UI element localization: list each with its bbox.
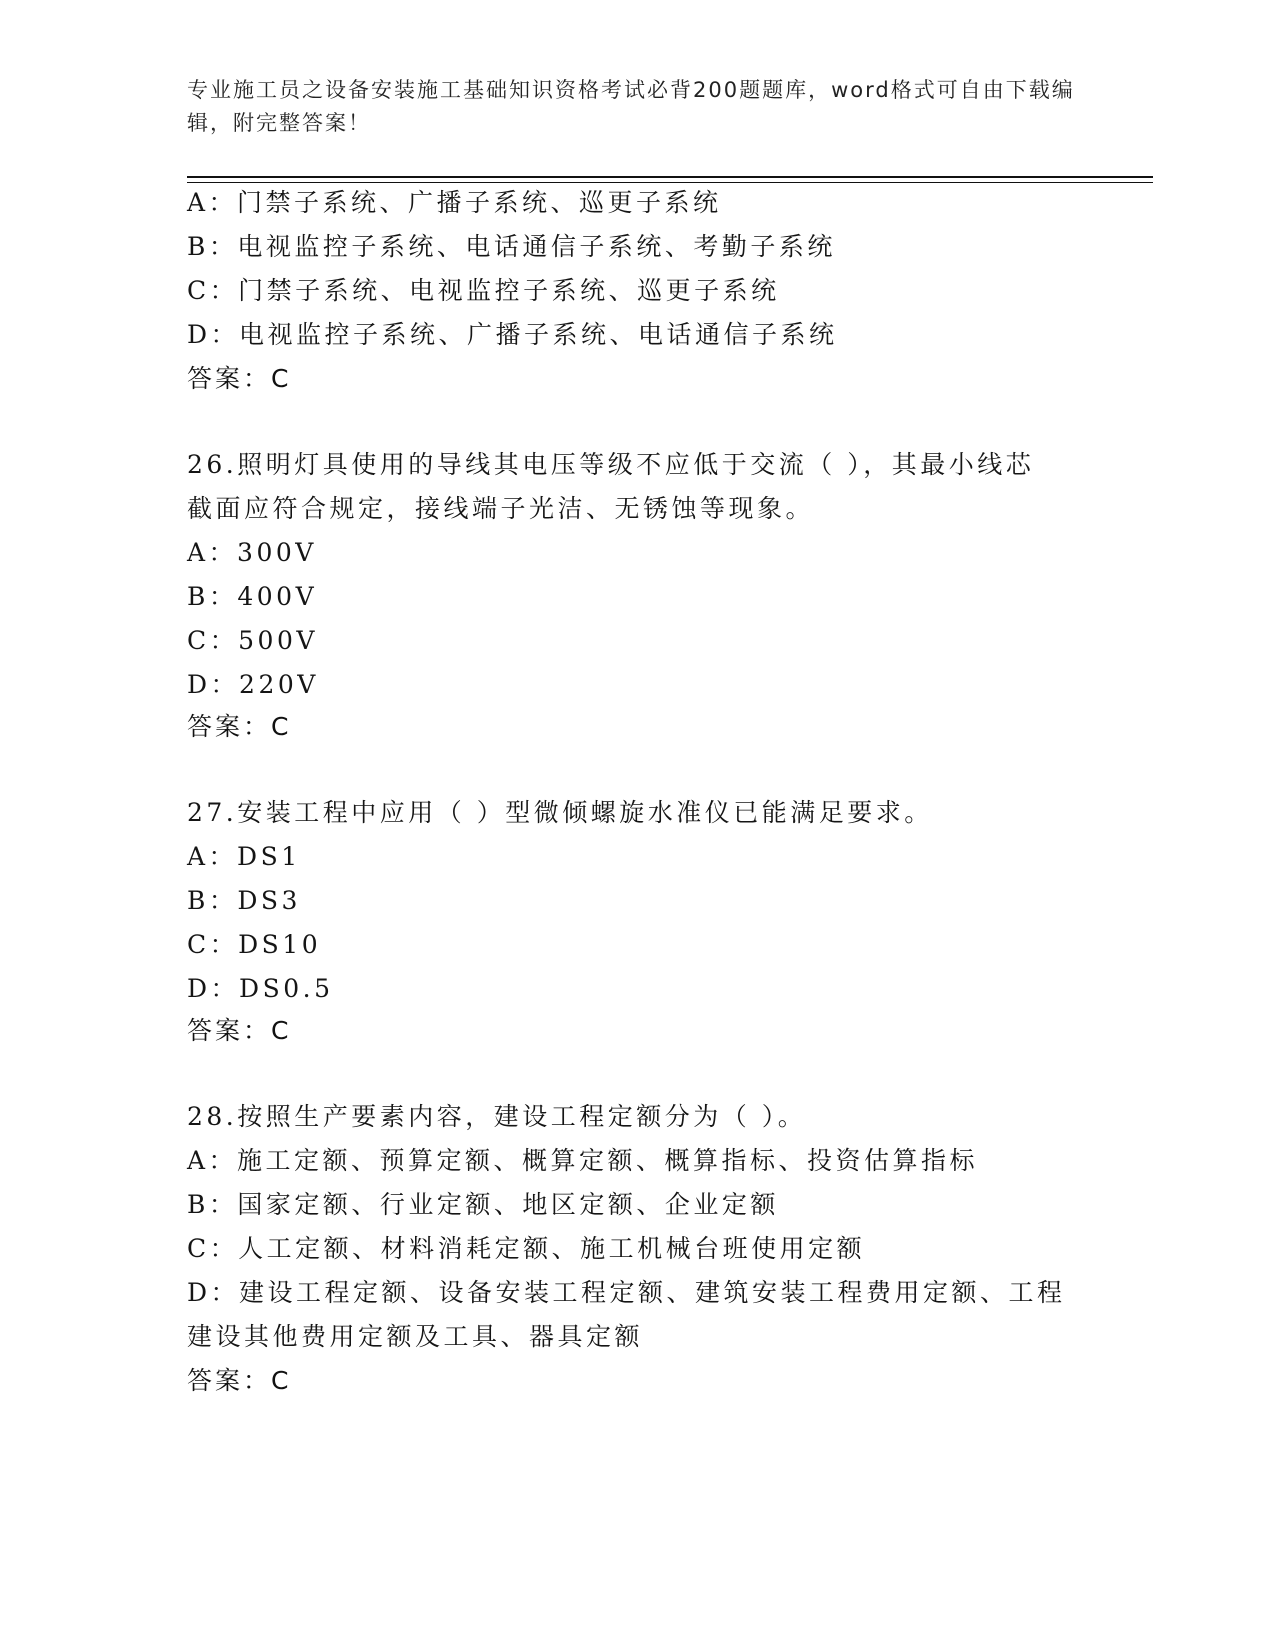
header-rule-thick [187, 176, 1153, 178]
option-d: D：建设工程定额、设备安装工程定额、建筑安装工程费用定额、工程 [187, 1278, 1066, 1307]
answer: 答案：C [187, 364, 292, 393]
answer: 答案：C [187, 712, 292, 741]
option-c: C：门禁子系统、电视监控子系统、巡更子系统 [187, 276, 780, 305]
option-c: C：500V [187, 626, 318, 655]
option-a: A：300V [187, 538, 317, 567]
question-stem: 27.安装工程中应用（ ）型微倾螺旋水准仪已能满足要求。 [187, 798, 933, 827]
question-stem-cont: 截面应符合规定，接线端子光洁、无锈蚀等现象。 [187, 494, 815, 523]
header-rule-thin [187, 182, 1153, 183]
option-b: B：国家定额、行业定额、地区定额、企业定额 [187, 1190, 779, 1219]
answer: 答案：C [187, 1366, 292, 1395]
option-c: C：DS10 [187, 930, 322, 959]
option-d: D：DS0.5 [187, 974, 334, 1003]
option-a: A：施工定额、预算定额、概算定额、概算指标、投资估算指标 [187, 1146, 979, 1175]
option-a: A：DS1 [187, 842, 301, 871]
option-b: B：400V [187, 582, 318, 611]
answer: 答案：C [187, 1016, 292, 1045]
document-header: 专业施工员之设备安装施工基础知识资格考试必背200题题库，word格式可自由下载编辑，附完整答案！ [187, 78, 1075, 135]
option-a: A：门禁子系统、广播子系统、巡更子系统 [187, 188, 722, 217]
option-d: D：220V [187, 670, 319, 699]
question-stem: 26.照明灯具使用的导线其电压等级不应低于交流（ ），其最小线芯 [187, 450, 1035, 479]
option-b: B：DS3 [187, 886, 301, 915]
option-d: D：电视监控子系统、广播子系统、电话通信子系统 [187, 320, 838, 349]
option-b: B：电视监控子系统、电话通信子系统、考勤子系统 [187, 232, 836, 261]
option-d-cont: 建设其他费用定额及工具、器具定额 [187, 1322, 644, 1351]
question-stem: 28.按照生产要素内容，建设工程定额分为（ ）。 [187, 1102, 807, 1131]
option-c: C：人工定额、材料消耗定额、施工机械台班使用定额 [187, 1234, 866, 1263]
